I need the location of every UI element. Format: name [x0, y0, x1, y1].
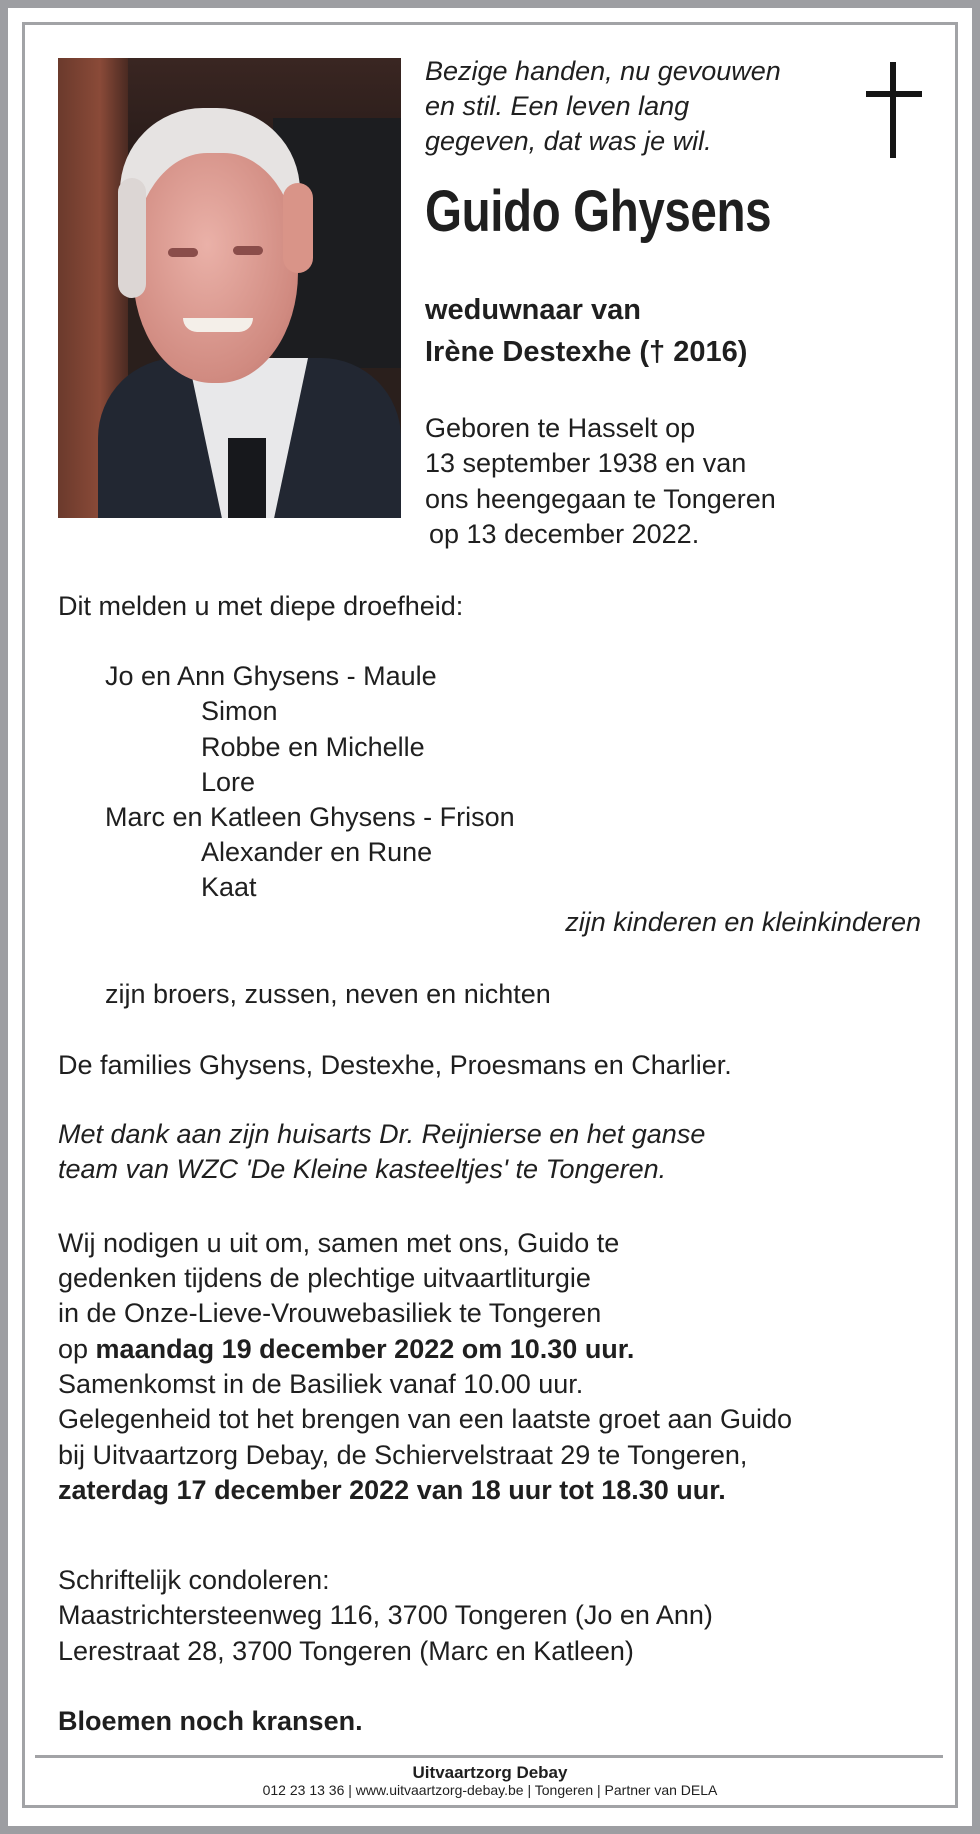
condolence-address: Lerestraat 28, 3700 Tongeren (Marc en Katleen): [58, 1636, 634, 1666]
viewing-date: zaterdag 17 december 2022 van 18 uur tot 18.30 uur.: [58, 1475, 726, 1505]
thanks-line: team van WZC 'De Kleine kasteeltjes' te Tongeren.: [58, 1154, 667, 1184]
family-member: Kaat: [201, 872, 257, 902]
invite-line: in de Onze-Lieve-Vrouwebasiliek te Tongeren: [58, 1298, 602, 1328]
families-line: De families Ghysens, Destexhe, Proesmans en Charlier.: [58, 1050, 732, 1080]
invite-line: Gelegenheid tot het brengen van een laatste groet aan Guido: [58, 1404, 793, 1434]
family-member: Marc en Katleen Ghysens - Frison: [105, 802, 515, 832]
footer-title: Uitvaartzorg Debay: [412, 1763, 568, 1782]
widower-label: weduwnaar van: [425, 294, 641, 326]
portrait-photo: [58, 58, 401, 518]
thanks-line: Met dank aan zijn huisarts Dr. Reijnierse en het ganse: [58, 1119, 706, 1149]
invite-prefix: op: [58, 1334, 96, 1364]
family-member: Alexander en Rune: [201, 837, 433, 867]
birth-line: ons heengegaan te Tongeren: [425, 484, 776, 514]
cross-icon: [890, 62, 896, 158]
children-label: zijn kinderen en kleinkinderen: [565, 907, 921, 937]
footer-contact: 012 23 13 36 | www.uitvaartzorg-debay.be | Tongeren | Partner van DELA: [262, 1782, 718, 1798]
spouse-name: Irène Destexhe († 2016): [425, 336, 748, 368]
poem-line: Bezige handen, nu gevouwen: [425, 56, 781, 86]
poem-line: gegeven, dat was je wil.: [425, 126, 712, 156]
invite-line: gedenken tijdens de plechtige uitvaartliturgie: [58, 1263, 591, 1293]
cross-icon-bar: [866, 91, 922, 97]
poem-line: en stil. Een leven lang: [425, 91, 690, 121]
deceased-name: Guido Ghysens: [425, 179, 772, 244]
invite-line: Samenkomst in de Basiliek vanaf 10.00 uur.: [58, 1369, 584, 1399]
announcement: Dit melden u met diepe droefheid:: [58, 591, 464, 621]
invite-line: Wij nodigen u uit om, samen met ons, Guido te: [58, 1228, 620, 1258]
invite-line: bij Uitvaartzorg Debay, de Schiervelstraat 29 te Tongeren,: [58, 1440, 748, 1470]
funeral-date: maandag 19 december 2022 om 10.30 uur.: [95, 1334, 635, 1364]
birth-line: op 13 december 2022.: [429, 519, 700, 549]
birth-line: 13 september 1938 en van: [425, 448, 747, 478]
funeral-date-line: [58, 1332, 634, 1367]
family-member: Jo en Ann Ghysens - Maule: [105, 661, 437, 691]
family-member: Lore: [201, 767, 256, 797]
condolence-label: Schriftelijk condoleren:: [58, 1565, 330, 1595]
family-member: Robbe en Michelle: [201, 732, 425, 762]
footer-divider: [35, 1755, 943, 1758]
condolence-address: Maastrichtersteenweg 116, 3700 Tongeren (Jo en Ann): [58, 1600, 713, 1630]
family-member: Simon: [201, 696, 278, 726]
flowers-note: Bloemen noch kransen.: [58, 1706, 363, 1736]
siblings-line: zijn broers, zussen, neven en nichten: [105, 979, 551, 1009]
birth-line: Geboren te Hasselt op: [425, 413, 696, 443]
